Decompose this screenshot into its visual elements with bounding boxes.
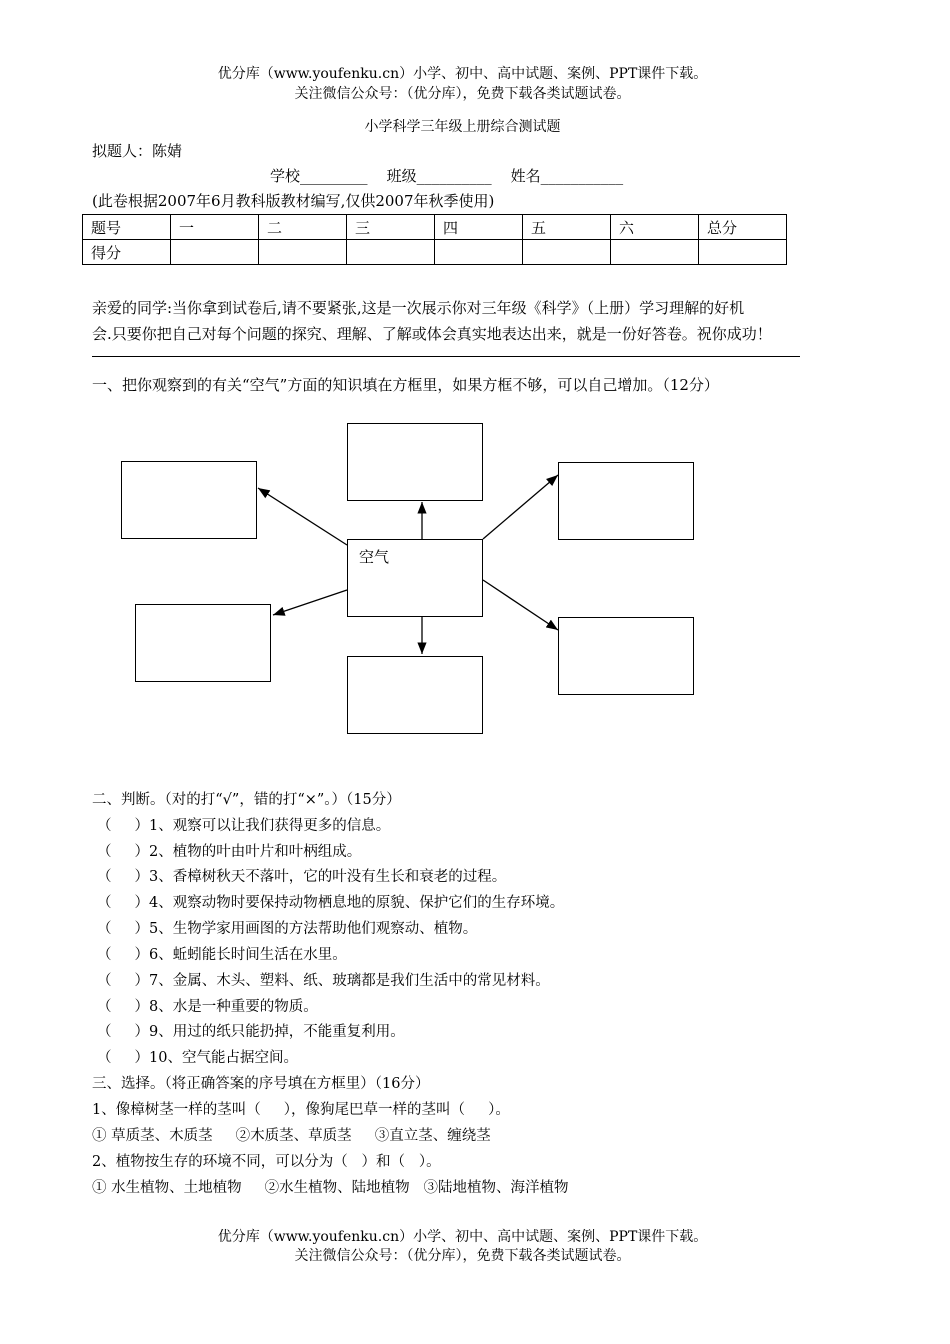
choice-question-2: 2、植物按生存的环境不同，可以分为（ ）和（ ）。 bbox=[92, 1154, 441, 1170]
judge-item: （ ）5、生物学家用画图的方法帮助他们观察动、植物。 bbox=[97, 921, 478, 937]
exam-title: 小学科学三年级上册综合测试题 bbox=[364, 119, 561, 135]
table-cell: 得分 bbox=[83, 240, 171, 265]
answer-box-lower-left[interactable] bbox=[135, 604, 271, 682]
table-cell: 一 bbox=[171, 215, 259, 240]
edition-note: (此卷根据2007年6月教科版教材编写,仅供2007年秋季使用) bbox=[92, 192, 495, 210]
footer-line-1: 优分库（www.youfenku.cn）小学、初中、高中试题、案例、PPT课件下载。 bbox=[217, 1229, 708, 1245]
section3-heading: 三、选择。（将正确答案的序号填在方框里）（16分） bbox=[92, 1076, 430, 1092]
table-cell: 三 bbox=[347, 215, 435, 240]
judge-item: （ ）6、蚯蚓能长时间生活在水里。 bbox=[97, 947, 347, 963]
judge-item: （ ）4、观察动物时要保持动物栖息地的原貌、保护它们的生存环境。 bbox=[97, 895, 565, 911]
judge-item: （ ）7、金属、木头、塑料、纸、玻璃都是我们生活中的常见材料。 bbox=[97, 973, 550, 989]
section2-heading: 二、判断。（对的打“√”，错的打“×”。）（15分） bbox=[92, 792, 401, 808]
judge-item: （ ）3、香樟树秋天不落叶，它的叶没有生长和衰老的过程。 bbox=[97, 869, 507, 885]
answer-box-upper-left[interactable] bbox=[121, 461, 257, 539]
intro-line-1: 亲爱的同学:当你拿到试卷后,请不要紧张,这是一次展示你对三年级《科学》（上册）学习理解的好机 bbox=[92, 299, 745, 317]
table-cell: 四 bbox=[435, 215, 523, 240]
judge-item: （ ）8、水是一种重要的物质。 bbox=[97, 999, 318, 1015]
judge-item: （ ）9、用过的纸只能扔掉，不能重复利用。 bbox=[97, 1024, 405, 1040]
student-info-fields: 学校_________ 班级__________ 姓名___________ bbox=[270, 167, 624, 185]
table-cell: 题号 bbox=[83, 215, 171, 240]
judge-item: （ ）1、观察可以让我们获得更多的信息。 bbox=[97, 818, 391, 834]
choice-question-1: 1、像樟树茎一样的茎叫（ ），像狗尾巴草一样的茎叫（ ）。 bbox=[92, 1102, 510, 1118]
center-label: 空气 bbox=[359, 548, 390, 566]
center-box-air bbox=[347, 539, 483, 617]
author: 拟题人：陈婧 bbox=[92, 142, 183, 160]
choice-options-1: ① 草质茎、木质茎 ②木质茎、草质茎 ③直立茎、缠绕茎 bbox=[92, 1128, 491, 1144]
table-cell: 总分 bbox=[699, 215, 787, 240]
table-cell: 五 bbox=[523, 215, 611, 240]
choice-options-2: ① 水生植物、土地植物 ②水生植物、陆地植物 ③陆地植物、海洋植物 bbox=[92, 1180, 569, 1196]
section1-heading: 一、把你观察到的有关“空气”方面的知识填在方框里，如果方框不够，可以自己增加。（12分） bbox=[92, 376, 719, 394]
answer-box-upper-right[interactable] bbox=[558, 462, 694, 540]
judge-item: （ ）2、植物的叶由叶片和叶柄组成。 bbox=[97, 844, 362, 860]
answer-box-top[interactable] bbox=[347, 423, 483, 501]
header-line-2: 关注微信公众号：（优分库），免费下载各类试题试卷。 bbox=[294, 86, 631, 102]
table-cell: 二 bbox=[259, 215, 347, 240]
answer-box-lower-right[interactable] bbox=[558, 617, 694, 695]
intro-line-2: 会.只要你把自己对每个问题的探究、理解、了解或体会真实地表达出来，就是一份好答卷。祝你成功！ bbox=[92, 325, 772, 343]
table-cell: 六 bbox=[611, 215, 699, 240]
judge-item: （ ）10、空气能占据空间。 bbox=[97, 1050, 298, 1066]
header-line-1: 优分库（www.youfenku.cn）小学、初中、高中试题、案例、PPT课件下载。 bbox=[217, 66, 708, 82]
footer-line-2: 关注微信公众号：（优分库），免费下载各类试题试卷。 bbox=[294, 1248, 631, 1264]
answer-box-bottom[interactable] bbox=[347, 656, 483, 734]
